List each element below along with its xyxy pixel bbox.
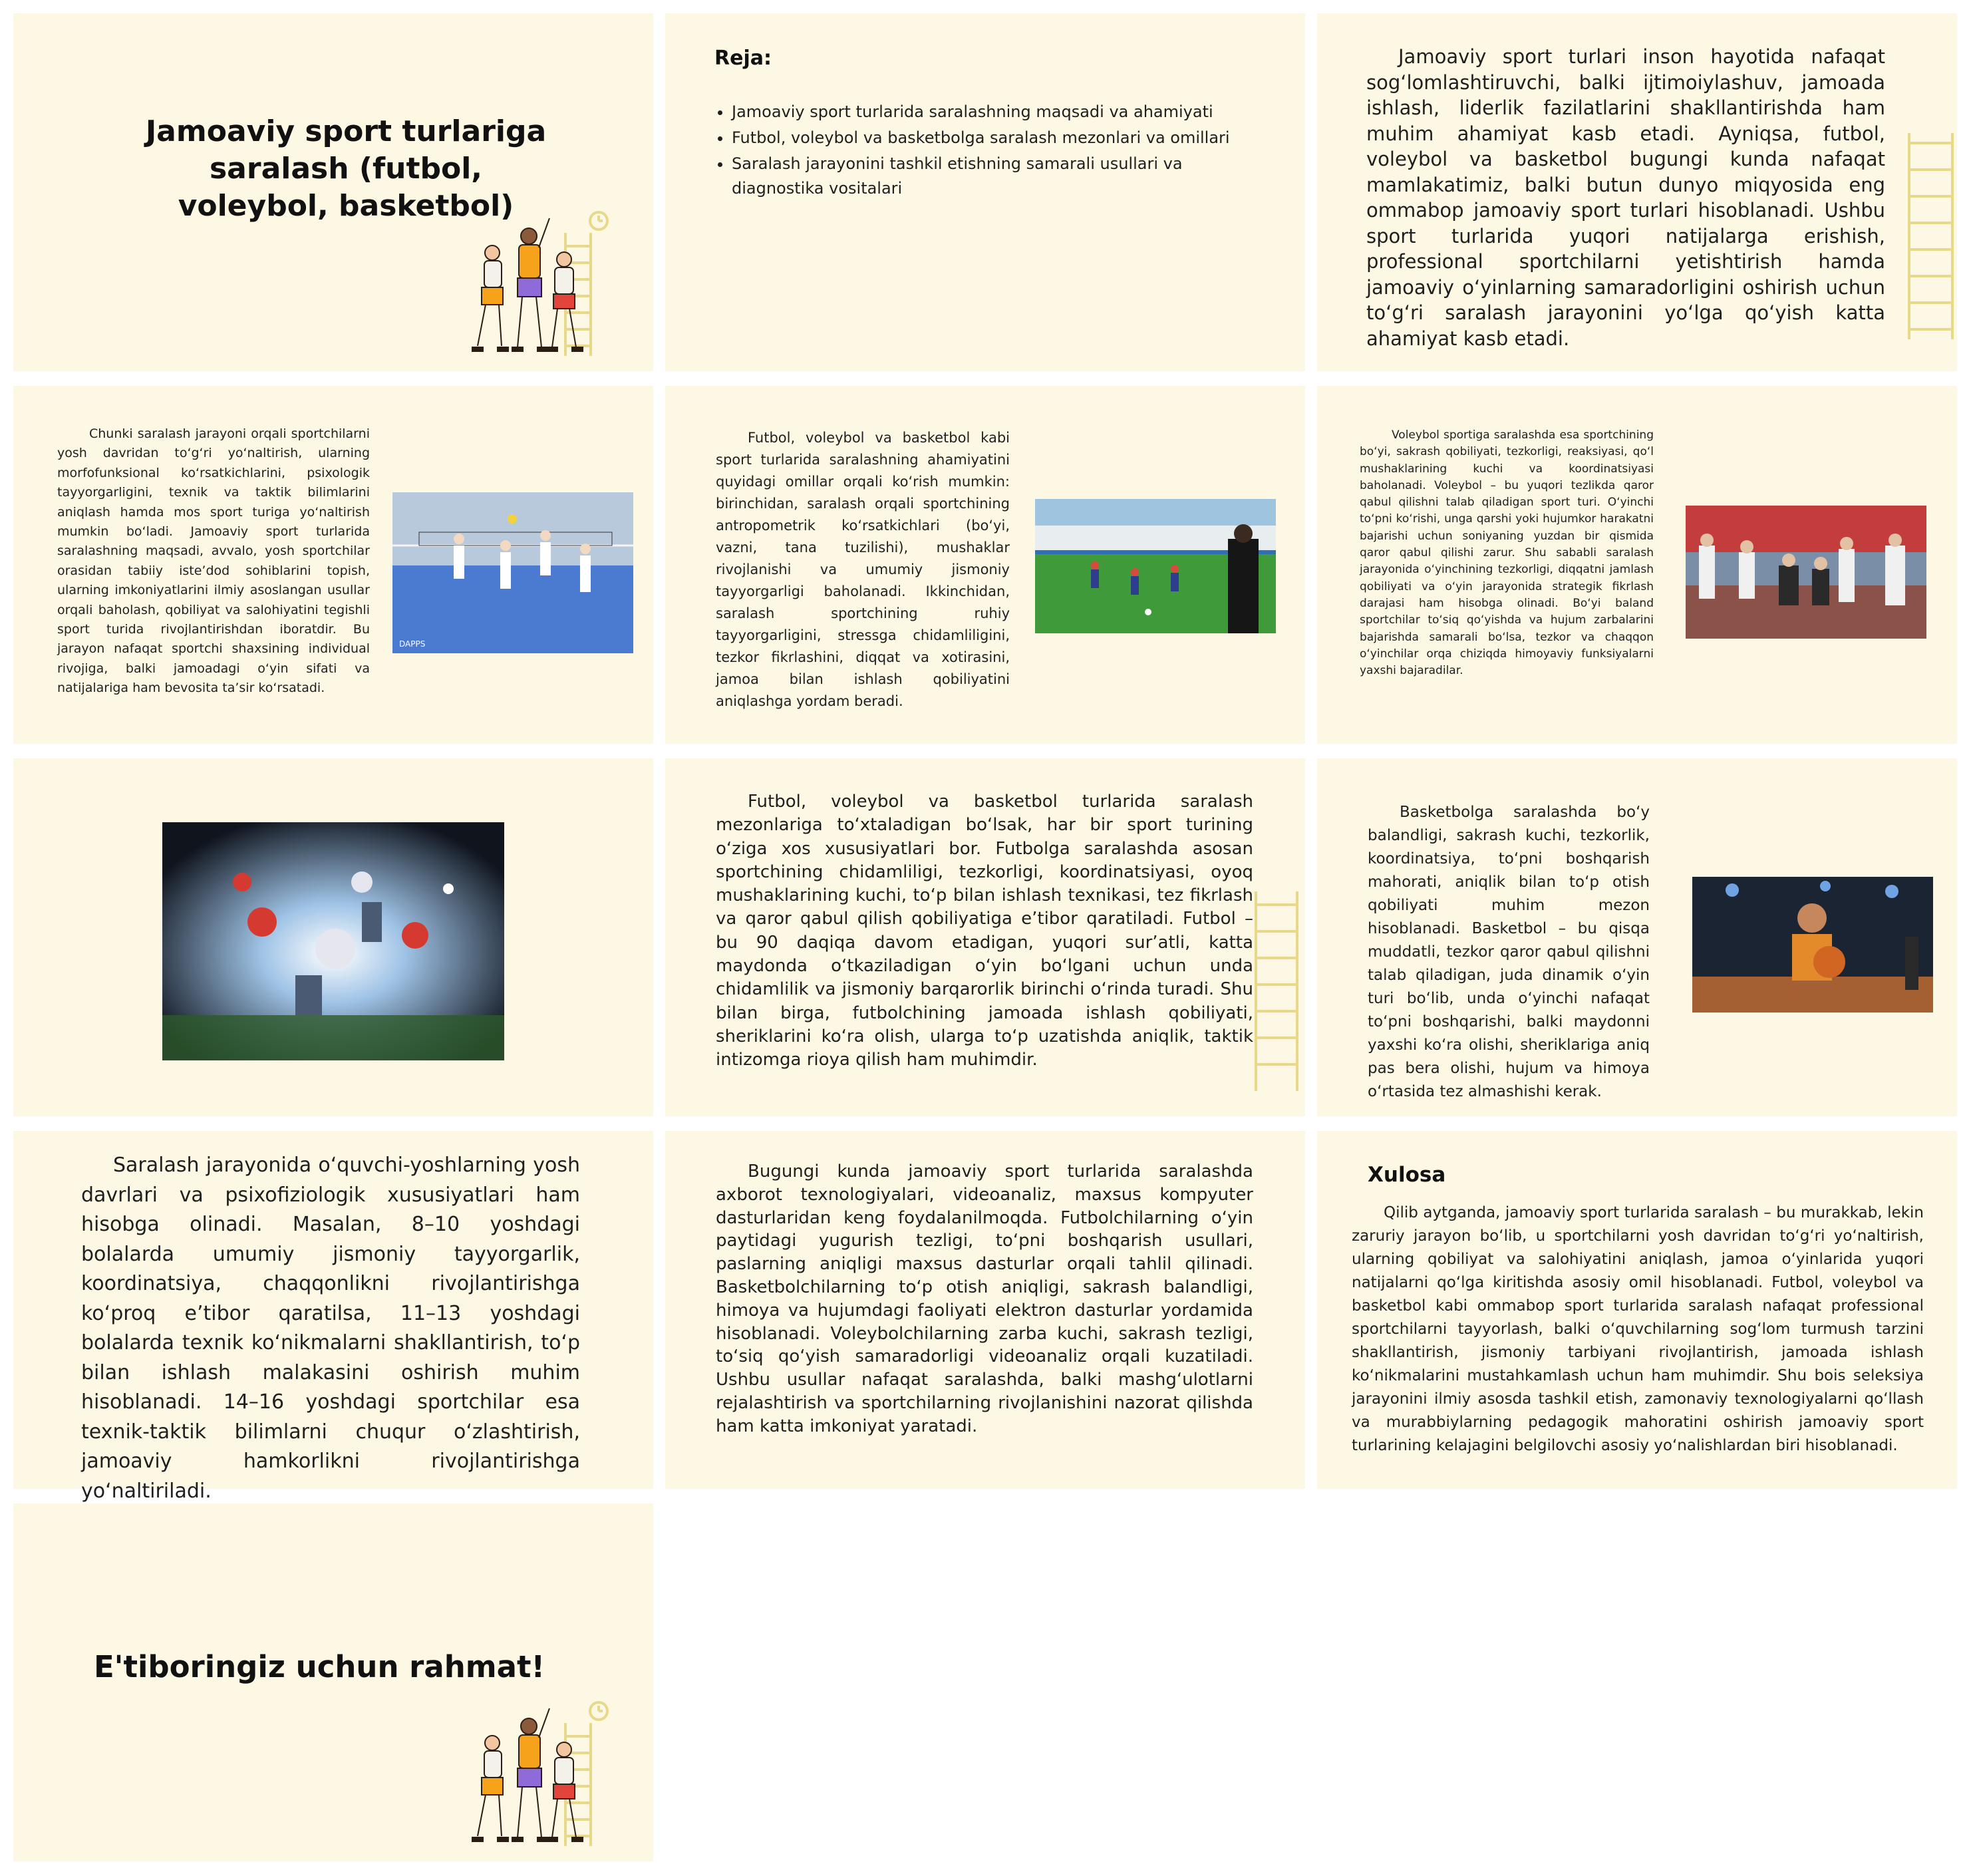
- plan-item: • Jamoaviy sport turlarida saralashning maqsadi va ahamiyati: [732, 100, 1251, 124]
- ladder-decoration-icon: [1902, 133, 1957, 339]
- training-photo: [1686, 506, 1926, 639]
- volleyball-photo: [392, 492, 633, 653]
- basketball-photo: [1692, 877, 1933, 1013]
- slide-football-criteria[interactable]: [665, 758, 1305, 1116]
- conclusion-paragraph: Qilib aytganda, jamoaviy sport turlarida saralash – bu murakkab, lekin zaruriy jarayon bo‘lib, u sportchilarni yosh davridan to‘g‘ri yo‘naltirish, ularning qobiliyat va salohiyatini aniqlash, jamoa o‘yinlarida yuqori natijalarni qo‘lga kiritishda asosiy omil hisoblanadi. Futbol, voleybol va basketbol kabi ommabop sport turlarida saralash nafaqat professional sportchilarni tayyorlash, balki o‘quvchilarning sog‘lom turmush tarzini shakllantirish, jismoniy tarbiyani rivojlantirish, jamoada ishlash ko‘nikmalarini mustahkamlash uchun ham muhimdir. Shu bois seleksiya jarayonini ilmiy asosda tashkil etish, zamonaviy texnologiyalarni qo‘llash va murabbiylarning pedagogik mahoratini oshirish jamoaviy sport turlarining kelajagini belgilovchi asosiy yo‘nalishlardan biri hisoblanadi.: [1352, 1204, 1924, 1454]
- plan-item: • Saralash jarayonini tashkil etishning samarali usullari va diagnostika vositalari: [732, 152, 1251, 201]
- conclusion-heading: Xulosa: [1368, 1163, 1446, 1187]
- plan-item: • Futbol, voleybol va basketbolga saralash mezonlari va omillari: [732, 126, 1251, 150]
- slide-age-features[interactable]: [13, 1131, 653, 1503]
- presentation-title: Jamoaviy sport turlariga saralash (futbol, voleybol, basketbol): [145, 114, 547, 223]
- slide-volleyball-selection[interactable]: [1317, 386, 1957, 744]
- athletes-illustration-icon: [466, 206, 625, 359]
- plan-heading: Reja:: [714, 47, 772, 70]
- volleyball-selection-paragraph: Voleybol sportiga saralashda esa sportchining bo‘yi, sakrash qobiliyati, tezkorligi, reaksiyasi, qo‘l mushaklarining kuchi va koordinatsiyasi baholanadi. Voleybol – bu yuqori tezlikda qaror qabul qilishni talab qiladigan sport turi. O‘yinchi to‘pni ko‘rishi, unga qarshi yoki hujumkor harakatni bajarishi uchun soniyaning yuzdan bir qismida qaror qabul qilishi zarur. Shu sababli saralash jarayonida o‘yinchining tezkorligi, diqqatni jamlash qobiliyati va o‘yin jarayonida strategik fikrlash darajasi ham hisobga olinadi. Bo‘yi baland sportchilar to‘siq qo‘yishda va hujum zarbalarini bajarishda samarali bo‘lsa, tezkor va chaqqon o‘yinchilar orqa chiziqda himoyaviy funksiyalarni yaxshi bajaradilar.: [1360, 428, 1654, 678]
- technologies-paragraph: Bugungi kunda jamoaviy sport turlarida saralashda axborot texnologiyalari, videoanaliz, maxsus kompyuter dasturlaridan keng foydalanilmoqda. Futbolchilarning o‘yin paytidagi yugurish tezligi, to‘pni boshqarish usullari, paslarning aniqligi maxsus dasturlar orqali tahlil qilinadi. Basketbolchilarning to‘p otish aniqligi, sakrash balandligi, himoya va hujumdagi faoliyati elektron dasturlar yordamida hisoblanadi. Voleybolchilarning zarba kuchi, sakrash tezligi, to‘siq qo‘yish samaradorligi videoanaliz orqali kuzatiladi. Ushbu usullar nafaqat saralashda, balki mashg‘ulotlarni rejalashtirish va sportchilarning rivojlanishini nazorat qilishda ham katta imkoniyat yaratadi.: [716, 1162, 1253, 1436]
- selection-importance-paragraph: Futbol, voleybol va basketbol kabi sport turlarida saralashning ahamiyatini quyidagi omillar orqali ko‘rish mumkin: birinchidan, saralash orqali sportchining antropometrik ko‘rsatkichlari (bo‘yi, vazni, tana tuzilishi), mushaklar rivojlanishi va umumiy jismoniy tayyorgarligi baholanadi. Ikkinchidan, saralash sportchining ruhiy tayyorgarligini, stressga chidamliligini, tezkor fikrlashini, diqqat va xotirasini, jamoa bilan ishlash qobiliyatini aniqlashga yordam beradi.: [716, 430, 1010, 709]
- sports-collage-photo: [162, 822, 504, 1060]
- ladder-decoration-icon: [1251, 891, 1305, 1091]
- selection-purpose-paragraph: Chunki saralash jarayoni orqali sportchilarni yosh davridan to‘g‘ri yo‘naltirish, ularning morfofunksional ko‘rsatkichlarini, psixologik tayyorgarligini, texnik va taktik bilimlarini aniqlash hamda mos sport turiga yo‘naltirish mumkin bo‘ladi. Jamoaviy sport turlarida saralashning maqsadi, avvalo, yosh sportchilar orasidan tabiiy iste’dod sohiblarini topish, ularning imkoniyatlarini ilmiy asoslangan usullar orqali baholash, qobiliyat va salohiyatini tegishli sport turida rivojlantirishdan iboratdir. Bu jarayon nafaqat sportchi shaxsining individual rivojiga, balki jamoadagi o‘yin sifati va natijalariga ham bevosita ta’sir ko‘rsatadi.: [57, 426, 370, 696]
- slide-basketball-selection[interactable]: [1317, 758, 1957, 1116]
- slide-plan[interactable]: [665, 13, 1305, 371]
- age-features-paragraph: Saralash jarayonida o‘quvchi-yoshlarning yosh davrlari va psixofiziologik xususiyatlari ham hisobga olinadi. Masalan, 8–10 yoshdagi bolalarda umumiy jismoniy tayyorgarlik, koordinatsiya, chaqqonlikni rivojlantirishga ko‘proq e’tibor qaratilsa, 11–13 yoshdagi bolalarda texnik ko‘nikmalarni shakllantirish, to‘p bilan ishlash malakasini oshirish muhim hisoblanadi. 14–16 yoshdagi sportchilar esa texnik-taktik bilimlarni chuqur o‘zlashtirish, jamoaviy hamkorlikni rivojlantirishga yo‘naltiriladi.: [81, 1154, 580, 1503]
- football-criteria-paragraph: Futbol, voleybol va basketbol turlarida saralash mezonlariga to‘xtaladigan bo‘lsak, har bir sport turining o‘ziga xos xususiyatlari bor. Futbolga saralashda asosan sportchining chidamliligi, tezkorligi, koordinatsiyasi, oyoq mushaklarining kuchi, to‘p bilan ishlash texnikasi, tez fikrlash va qaror qabul qilish qobiliyatiga e’tibor qaratiladi. Futbol – bu 90 daqiqa davom etadigan, yuqori sur’atli, katta maydonda o‘tkaziladigan o‘yin bo‘lgani uchun unda chidamlilik va jismoniy barqarorlik birinchi o‘rinda turadi. Shu bilan birga, futbolchining jamoada ishlash qobiliyati, sheriklarini ko‘ra olish, ularga to‘p uzatishda aniqlik, taktik intizomga rioya qilish ham muhimdir.: [716, 792, 1253, 1070]
- svg-text:DAPPS: DAPPS: [399, 639, 426, 649]
- slide-intro[interactable]: [1317, 13, 1957, 371]
- slide-title[interactable]: [13, 13, 653, 371]
- football-photo: [1035, 499, 1276, 633]
- plan-list: [713, 100, 1251, 202]
- intro-paragraph: Jamoaviy sport turlari inson hayotida nafaqat sog‘lomlashtiruvchi, balki ijtimoiylashuv, jamoada ishlash, liderlik fazilatlarini shakllantirishda ham muhim ahamiyat kasb etadi. Ayniqsa, futbol, voleybol va basketbol bugungi kunda nafaqat mamlakatimiz, balki butun dunyo miqyosida eng ommabop jamoaviy sport turlari hisoblanadi. Ushbu sport turlarida yuqori natijalarga erishish, professional sportchilarni yetishtirish hamda jamoaviy o‘yinlarning samaradorligini oshirish uchun to‘g‘ri saralash jarayonini yo‘lga qo‘yish katta ahamiyat kasb etadi.: [1366, 45, 1885, 350]
- athletes-illustration-icon: [466, 1696, 625, 1849]
- slide-selection-purpose[interactable]: [13, 386, 653, 744]
- basketball-selection-paragraph: Basketbolga saralashda bo‘y balandligi, sakrash kuchi, tezkorlik, koordinatsiya, to‘pni boshqarish mahorati, aniqlik bilan to‘p otish qobiliyati muhim mezon hisoblanadi. Basketbol – bu qisqa muddatli, tezkor qaror qabul qilishni talab qiladigan, juda dinamik o‘yin turi bo‘lib, unda o‘yinchi nafaqat to‘pni boshqarishi, balki maydonni yaxshi ko‘ra olishi, sheriklariga aniq pas bera olishi, hujum va himoya o‘rtasida tez almashishi kerak.: [1368, 804, 1650, 1100]
- slide-thank-you[interactable]: [13, 1503, 653, 1861]
- slide-sports-collage[interactable]: [13, 758, 653, 1116]
- slide-technologies[interactable]: [665, 1131, 1305, 1489]
- slide-selection-importance[interactable]: [665, 386, 1305, 744]
- thank-you-title: E'tiboringiz uchun rahmat!: [93, 1649, 545, 1684]
- slide-conclusion[interactable]: [1317, 1131, 1957, 1489]
